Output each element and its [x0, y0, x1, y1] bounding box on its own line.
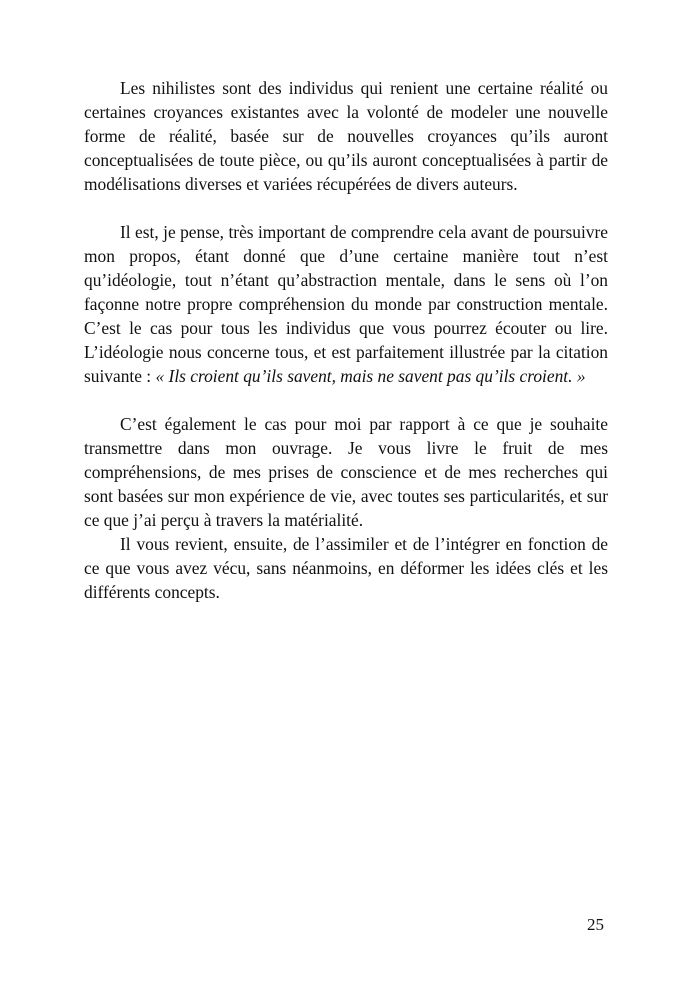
italic-quotation: « Ils croient qu’ils savent, mais ne savent pas qu’ils croient. » — [155, 366, 586, 386]
page-body — [84, 76, 608, 604]
paragraph-reader-role — [84, 532, 608, 604]
page-number: 25 — [587, 915, 604, 934]
paragraph-nihilists — [84, 76, 608, 196]
paragraph-text: Les nihilistes sont des individus qui renient une certaine réalité ou certaines croyances existantes avec la volonté de modeler une nouvelle forme de réalité, basée sur de nouvelles croyances qu’ils auront conceptualisées de toute pièce, ou qu’ils auront conceptualisées à partir de modélisations diverses et variées récupérées de divers auteurs. — [84, 78, 608, 194]
paragraph-text: Il est, je pense, très important de comprendre cela avant de poursuivre mon propos, étant donné que d’une certaine manière tout n’est qu’idéologie, tout n’étant qu’abstraction mentale, dans le sens où l’on façonne notre propre compréhension du monde par construction mentale. C’est le cas pour tous les individus que vous pourrez écouter ou lire. L’idéologie nous concerne tous, et est parfaitement illustrée par la citation suivante : — [84, 222, 608, 386]
paragraph-text: Il vous revient, ensuite, de l’assimiler et de l’intégrer en fonction de ce que vous avez vécu, sans néanmoins, en déformer les idées clés et les différents concepts. — [84, 534, 608, 602]
paragraph-text: C’est également le cas pour moi par rapport à ce que je souhaite transmettre dans mon ouvrage. Je vous livre le fruit de mes compréhensions, de mes prises de conscience et de mes recherches qui sont basées sur mon expérience de vie, avec toutes ses particularités, et sur ce que j’ai perçu à travers la matérialité. — [84, 414, 608, 530]
paragraph-ideology — [84, 220, 608, 388]
paragraph-author-intent — [84, 412, 608, 532]
